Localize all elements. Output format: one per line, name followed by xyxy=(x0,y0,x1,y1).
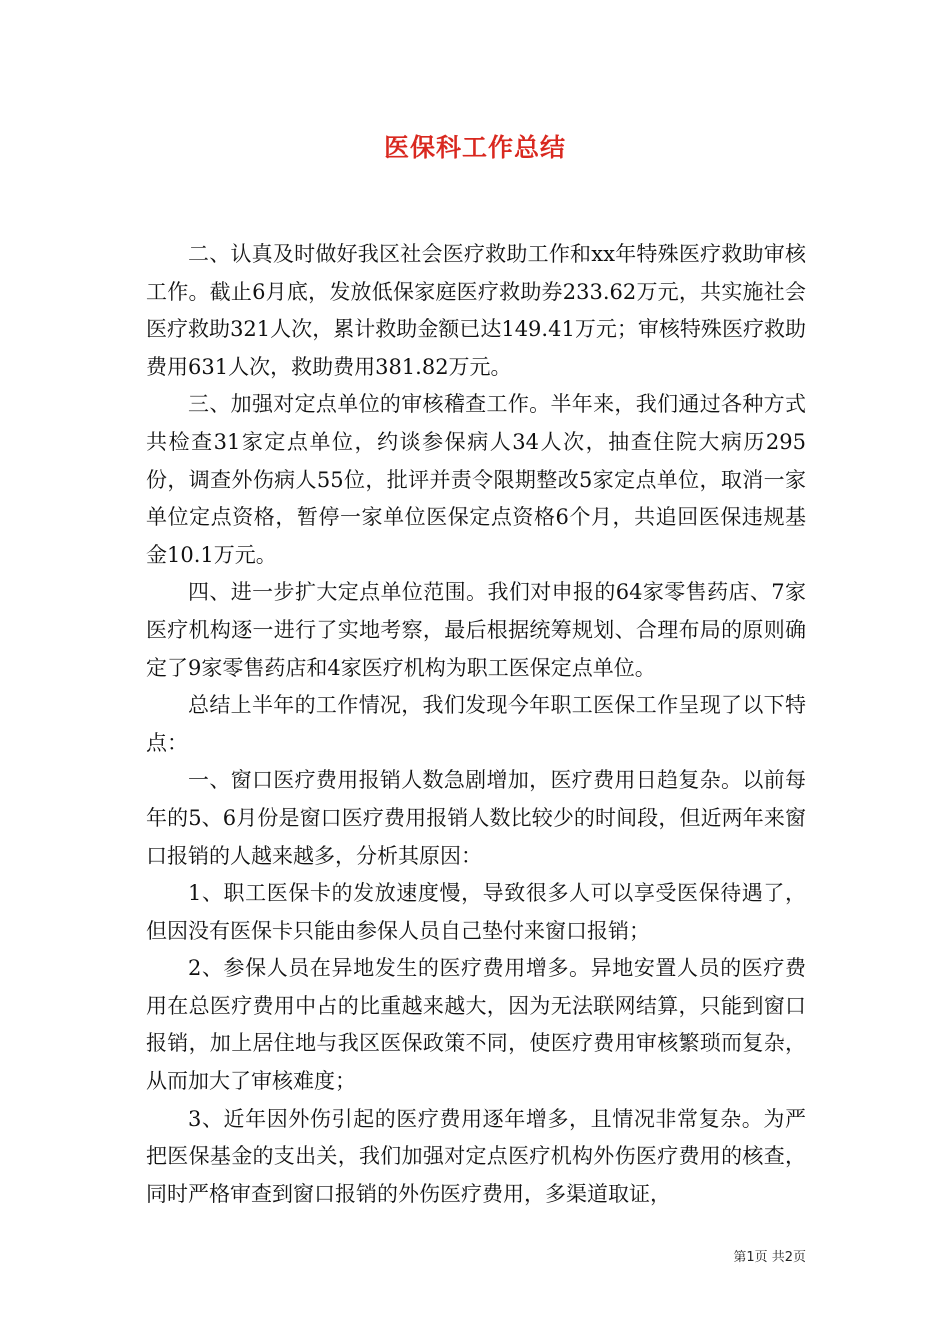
paragraph: 1、职工医保卡的发放速度慢，导致很多人可以享受医保待遇了，但因没有医保卡只能由参保人员自己垫付来窗口报销； xyxy=(146,881,806,943)
document-body xyxy=(146,236,806,1213)
paragraph: 一、窗口医疗费用报销人数急剧增加，医疗费用日趋复杂。以前每年的5、6月份是窗口医疗费用报销人数比较少的时间段，但近两年来窗口报销的人越来越多，分析其原因： xyxy=(146,768,806,868)
paragraph: 二、认真及时做好我区社会医疗救助工作和xx年特殊医疗救助审核工作。截止6月底，发放低保家庭医疗救助券233.62万元，共实施社会医疗救助321人次，累计救助金额已达149.41万元；审核特殊医疗救助费用631人次，救助费用381.82万元。 xyxy=(146,242,806,379)
paragraph: 四、进一步扩大定点单位范围。我们对申报的64家零售药店、7家医疗机构逐一进行了实地考察，最后根据统筹规划、合理布局的原则确定了9家零售药店和4家医疗机构为职工医保定点单位。 xyxy=(146,580,806,680)
paragraph: 三、加强对定点单位的审核稽查工作。半年来，我们通过各种方式共检查31家定点单位，约谈参保病人34人次，抽查住院大病历295份，调查外伤病人55位，批评并责令限期整改5家定点单位，取消一家单位定点资格，暂停一家单位医保定点资格6个月，共追回医保违规基金10.1万元。 xyxy=(146,392,806,567)
page-number: 第1页 共2页 xyxy=(733,1250,806,1265)
page-title: 医保科工作总结 xyxy=(383,133,566,162)
paragraph: 总结上半年的工作情况，我们发现今年职工医保工作呈现了以下特点： xyxy=(146,693,806,755)
paragraph: 2、参保人员在异地发生的医疗费用增多。异地安置人员的医疗费用在总医疗费用中占的比重越来越大，因为无法联网结算，只能到窗口报销，加上居住地与我区医保政策不同，使医疗费用审核繁琐而复杂，从而加大了审核难度； xyxy=(146,956,806,1094)
paragraph: 3、近年因外伤引起的医疗费用逐年增多，且情况非常复杂。为严把医保基金的支出关，我们加强对定点医疗机构外伤医疗费用的核查，同时严格审查到窗口报销的外伤医疗费用，多渠道取证， xyxy=(146,1106,806,1206)
